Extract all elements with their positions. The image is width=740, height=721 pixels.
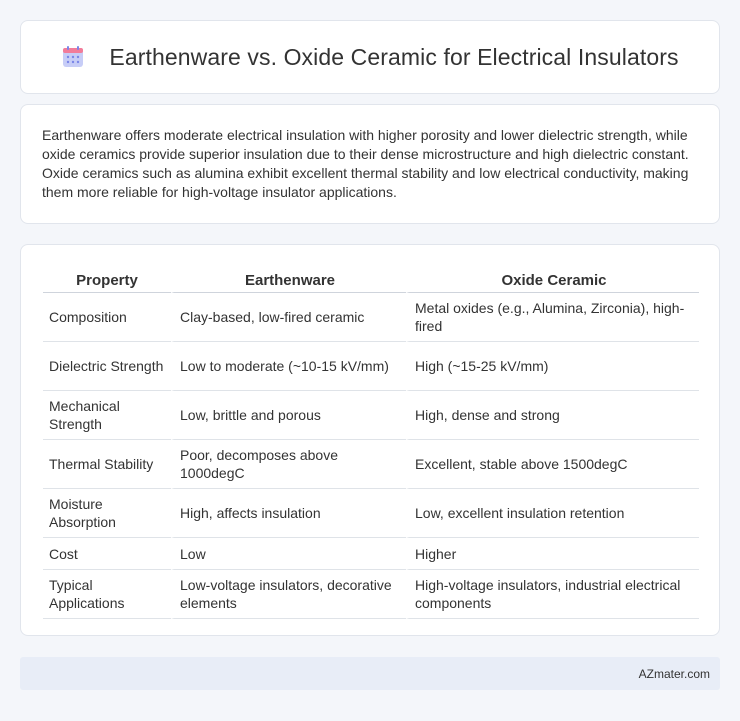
column-header-property: Property [43, 265, 171, 293]
comparison-table-card [20, 244, 720, 636]
footer-site-name: AZmater.com [638, 666, 710, 681]
property-cell: Thermal Stability [43, 440, 171, 489]
oxide-ceramic-cell: High (~15-25 kV/mm) [406, 342, 699, 391]
footer [20, 657, 720, 690]
earthenware-cell: Low to moderate (~10-15 kV/mm) [171, 342, 406, 391]
table-row [43, 342, 699, 391]
table-row [43, 293, 699, 342]
table-row [43, 538, 699, 570]
earthenware-cell: Low, brittle and porous [171, 391, 406, 440]
table-row [43, 391, 699, 440]
property-cell: Moisture Absorption [43, 489, 171, 538]
calendar-icon [61, 45, 85, 69]
oxide-ceramic-cell: Metal oxides (e.g., Alumina, Zirconia), high-fired [406, 293, 699, 342]
property-cell: Typical Applications [43, 570, 171, 619]
intro-text: Earthenware offers moderate electrical insulation with higher porosity and lower dielectric strength, while oxide ceramics provide superior insulation due to their dense microstructure and high dielectric constant. Oxide ceramics such as alumina exhibit excellent thermal stability and low electrical conductivity, making them more reliable for high-voltage insulator applications. [42, 127, 689, 200]
earthenware-cell: Clay-based, low-fired ceramic [171, 293, 406, 342]
property-cell: Mechanical Strength [43, 391, 171, 440]
earthenware-cell: Poor, decomposes above 1000degC [171, 440, 406, 489]
page-title: Earthenware vs. Oxide Ceramic for Electrical Insulators [109, 43, 679, 70]
oxide-ceramic-cell: Low, excellent insulation retention [406, 489, 699, 538]
oxide-ceramic-cell: Higher [406, 538, 699, 570]
earthenware-cell: High, affects insulation [171, 489, 406, 538]
property-cell: Cost [43, 538, 171, 570]
header-card [20, 20, 720, 94]
oxide-ceramic-cell: High, dense and strong [406, 391, 699, 440]
property-cell: Composition [43, 293, 171, 342]
table-row [43, 440, 699, 489]
property-cell: Dielectric Strength [43, 342, 171, 391]
earthenware-cell: Low-voltage insulators, decorative elements [171, 570, 406, 619]
oxide-ceramic-cell: High-voltage insulators, industrial electrical components [406, 570, 699, 619]
table-row [43, 570, 699, 619]
column-header-earthenware: Earthenware [171, 265, 406, 293]
intro-card [20, 104, 720, 224]
table-header-row [43, 265, 699, 293]
earthenware-cell: Low [171, 538, 406, 570]
table-row [43, 489, 699, 538]
column-header-oxide-ceramic: Oxide Ceramic [406, 265, 699, 293]
oxide-ceramic-cell: Excellent, stable above 1500degC [406, 440, 699, 489]
comparison-table [43, 265, 699, 619]
